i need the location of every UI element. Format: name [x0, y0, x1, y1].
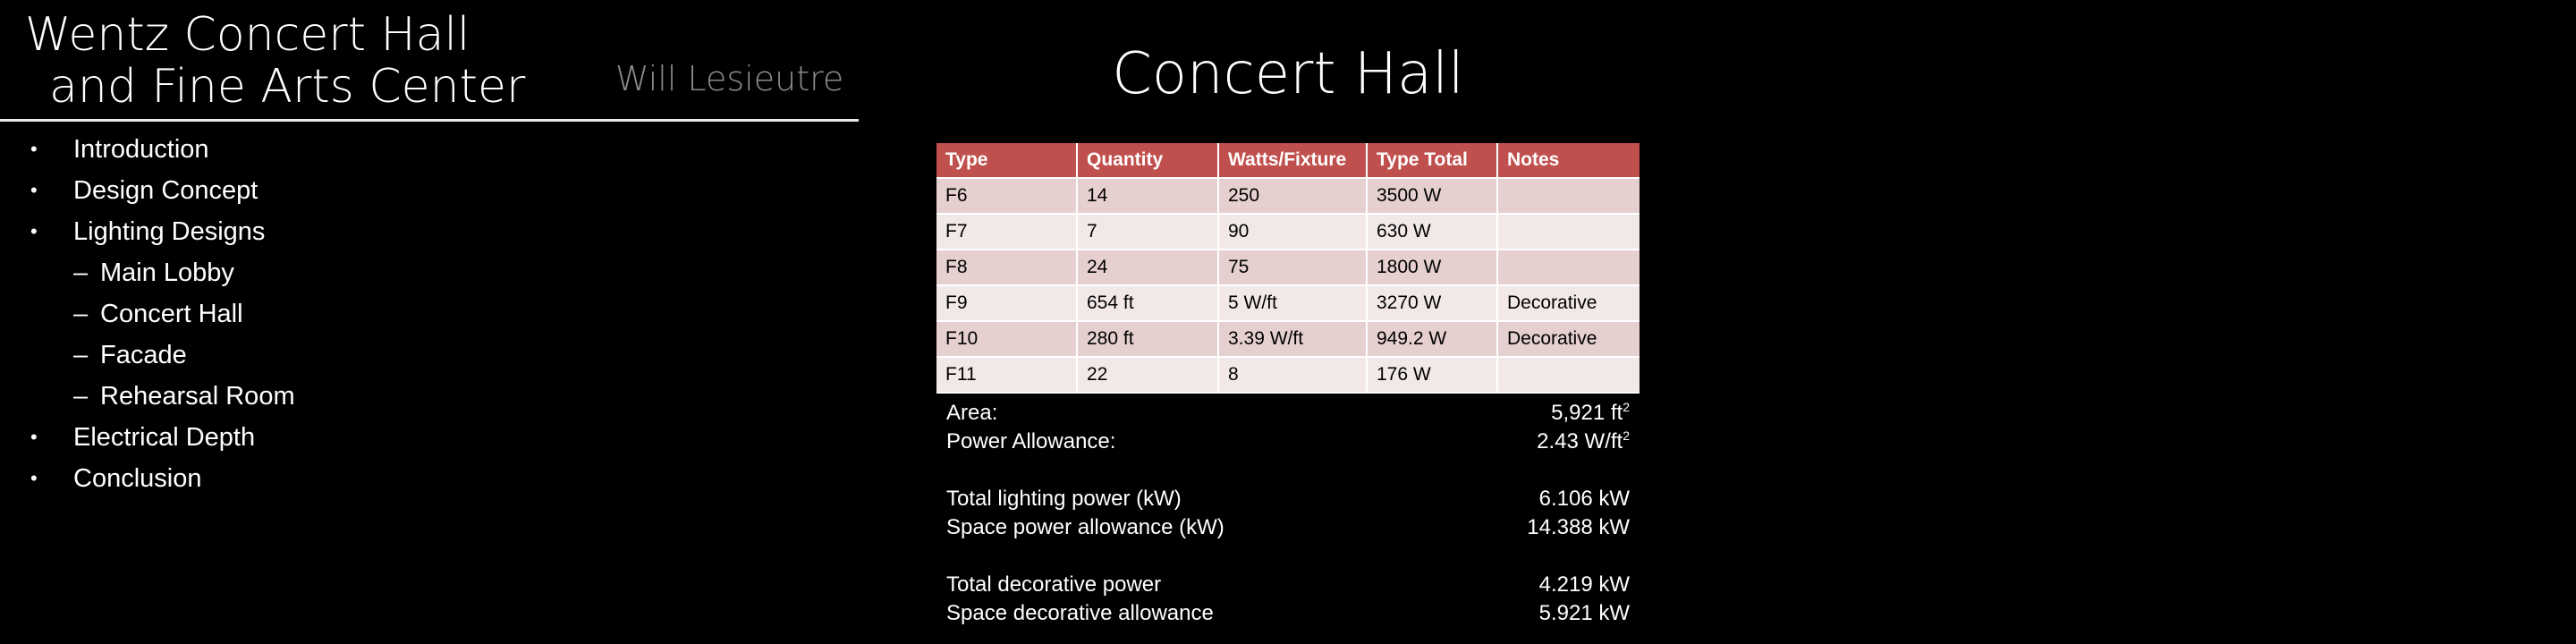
table-cell: 3500 W [1367, 178, 1497, 214]
table-cell [1497, 178, 1640, 214]
summary-row-area [946, 399, 1630, 428]
nav-item-label: Introduction [73, 135, 209, 164]
table-row [936, 250, 1640, 285]
area-label: Area: [946, 401, 998, 425]
bullet-marker: • [30, 467, 38, 489]
table-cell: 22 [1077, 357, 1218, 393]
table-cell: 75 [1218, 250, 1367, 285]
total-decorative-label: Total decorative power [946, 572, 1162, 597]
column-header-notes: Notes [1497, 143, 1640, 178]
nav-item-label: Conclusion [73, 464, 202, 493]
nav-item-label: Design Concept [73, 176, 258, 205]
table-cell: Decorative [1497, 285, 1640, 321]
summary-row-total-lighting [946, 485, 1630, 513]
table-cell: 3270 W [1367, 285, 1497, 321]
table-header-row [936, 143, 1640, 178]
title-line-2: and Fine Arts Center [49, 60, 526, 114]
table-cell: 949.2 W [1367, 321, 1497, 357]
dash-marker: – [73, 300, 89, 328]
fixture-table [936, 143, 1640, 394]
power-allowance-label: Power Allowance: [946, 429, 1116, 453]
table-cell: 5 W/ft [1218, 285, 1367, 321]
summary-row-power-allowance [946, 428, 1630, 456]
presentation-title [25, 9, 525, 113]
table-cell: 14 [1077, 178, 1218, 214]
column-header-quantity: Quantity [1077, 143, 1218, 178]
table-cell: 8 [1218, 357, 1367, 393]
slide-title: Concert Hall [1112, 41, 1464, 107]
table-cell: Decorative [1497, 321, 1640, 357]
table-cell: F10 [936, 321, 1077, 357]
table-cell: 654 ft [1077, 285, 1218, 321]
summary-row-space-decorative [946, 599, 1630, 628]
power-summary [946, 399, 1630, 628]
column-header-type-total: Type Total [1367, 143, 1497, 178]
table-cell: 630 W [1367, 214, 1497, 250]
table-cell [1497, 357, 1640, 393]
table-cell: 1800 W [1367, 250, 1497, 285]
table-cell: F9 [936, 285, 1077, 321]
space-power-value: 14.388 kW [1527, 515, 1630, 539]
total-lighting-value: 6.106 kW [1538, 487, 1630, 511]
table-cell: F8 [936, 250, 1077, 285]
space-decorative-value: 5.921 kW [1538, 601, 1630, 625]
dash-marker: – [73, 382, 89, 411]
table-cell: 7 [1077, 214, 1218, 250]
header-divider [0, 119, 859, 122]
table-cell: F7 [936, 214, 1077, 250]
table-cell: 280 ft [1077, 321, 1218, 357]
nav-item-label: Main Lobby [100, 258, 234, 287]
nav-item-label: Rehearsal Room [100, 382, 295, 411]
nav-item-label: Concert Hall [100, 300, 243, 328]
power-allowance-value: 2.43 $W/ft^2$ [1537, 428, 1630, 453]
table-cell: F11 [936, 357, 1077, 393]
nav-item-label: Lighting Designs [73, 217, 266, 246]
table-cell: F6 [936, 178, 1077, 214]
nav-item-label: Facade [100, 341, 187, 369]
dash-marker: – [73, 341, 89, 369]
bullet-marker: • [30, 179, 38, 201]
column-header-type: Type [936, 143, 1077, 178]
table-row [936, 214, 1640, 250]
author-name: Will Lesieutre [615, 59, 844, 98]
table-cell: 90 [1218, 214, 1367, 250]
area-value: 5,921 $ft^2$ [1551, 400, 1630, 425]
column-header-watts-per-fixture: Watts/Fixture [1218, 143, 1367, 178]
title-line-1: Wentz Concert Hall [25, 8, 470, 62]
nav-item-label: Electrical Depth [73, 423, 256, 452]
table-cell: 250 [1218, 178, 1367, 214]
table-cell [1497, 250, 1640, 285]
summary-row-space-power [946, 513, 1630, 542]
area-unit-superscript: 2 [1623, 400, 1630, 414]
table-cell: 3.39 W/ft [1218, 321, 1367, 357]
bullet-marker: • [30, 220, 38, 242]
summary-row-total-decorative [946, 571, 1630, 599]
total-lighting-label: Total lighting power (kW) [946, 487, 1182, 511]
total-decorative-value: 4.219 kW [1538, 572, 1630, 597]
space-decorative-label: Space decorative allowance [946, 601, 1214, 625]
table-row [936, 321, 1640, 357]
table-row [936, 357, 1640, 393]
allowance-unit-superscript: 2 [1623, 428, 1630, 443]
bullet-marker: • [30, 138, 38, 160]
table-cell: 24 [1077, 250, 1218, 285]
bullet-marker: • [30, 426, 38, 448]
space-power-label: Space power allowance (kW) [946, 515, 1224, 539]
table-cell [1497, 214, 1640, 250]
table-row [936, 178, 1640, 214]
dash-marker: – [73, 258, 89, 287]
table-cell: 176 W [1367, 357, 1497, 393]
table-row [936, 285, 1640, 321]
